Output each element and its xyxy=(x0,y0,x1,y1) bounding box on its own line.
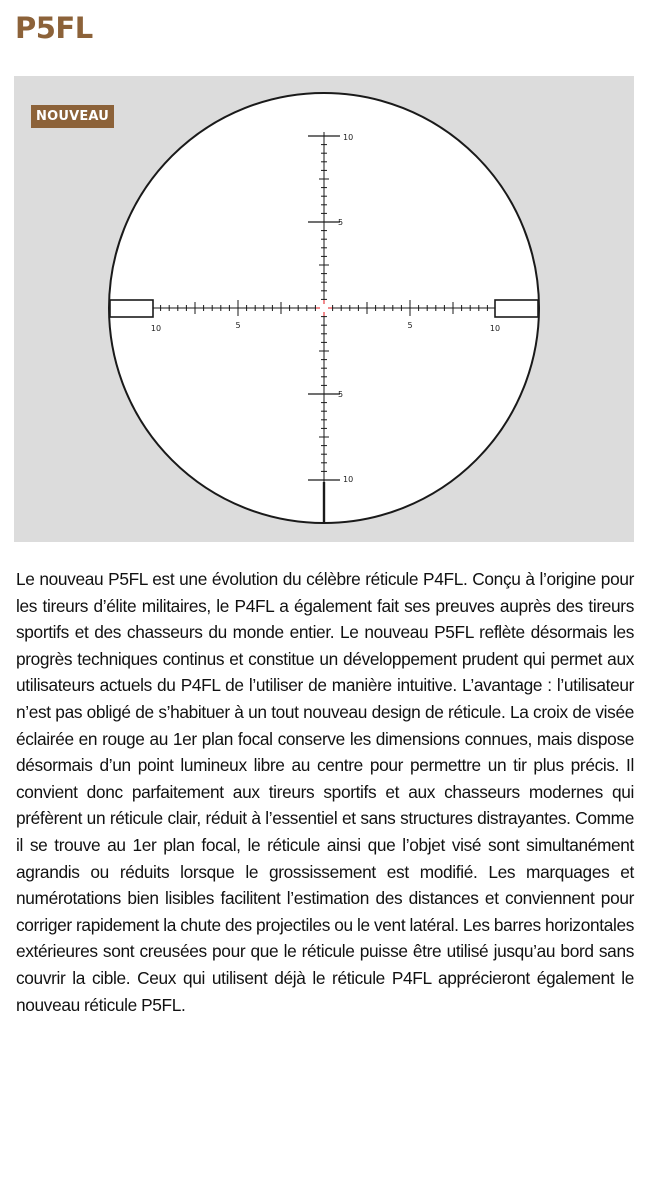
v-label-bottom-10: 10 xyxy=(343,475,354,484)
h-label-right-5: 5 xyxy=(407,321,413,330)
h-label-left-10: 10 xyxy=(150,324,162,333)
new-badge: NOUVEAU xyxy=(31,105,114,128)
right-outer-bar xyxy=(495,300,538,317)
reticle-figure xyxy=(14,76,634,542)
reticle-diagram xyxy=(14,76,634,542)
v-label-top-10: 10 xyxy=(343,133,354,142)
h-label-right-10: 10 xyxy=(489,324,501,333)
page-title: P5FL xyxy=(15,11,93,45)
left-outer-bar xyxy=(110,300,153,317)
v-label-top-5: 5 xyxy=(338,218,344,227)
v-label-bottom-5: 5 xyxy=(338,390,344,399)
body-paragraph: Le nouveau P5FL est une évolution du célèbre réticule P4FL. Conçu à l’origine pour les tireurs d’élite militaires, le P4FL a également fait ses preuves auprès des tireurs sportifs et des chasseurs du monde entier. Le nouveau P5FL reflète désormais les progrès techniques continus et constitue un développement prudent qui permet aux utilisateurs actuels du P4FL de l’utiliser de manière intuitive. L’avantage : l’utilisateur n’est pas obligé de s’habituer à un tout nouveau design de réticule. La croix de visée éclairée en rouge au 1er plan focal conserve les dimensions connues, mais dispose désormais d’un point lumineux libre au centre pour permettre un tir plus précis. Il convient donc parfaitement aux tireurs sportifs et aux chasseurs modernes qui préfèrent un réticule clair, réduit à l’essentiel et sans structures distrayantes. Comme il se trouve au 1er plan focal, le réticule ainsi que l’objet visé sont simultanément agrandis ou réduits lorsque le grossissement est modifié. Les marquages et numérotations bien lisibles facilitent l’estimation des distances et conviennent pour corriger rapidement la chute des projectiles ou le vent latéral. Les barres horizontales extérieures sont creusées pour que le réticule puisse être utilisé jusqu’au bord sans couvrir la cible. Ceux qui utilisent déjà le réticule P4FL apprécieront également le nouveau réticule P5FL. xyxy=(16,569,634,1015)
h-label-left-5: 5 xyxy=(235,321,241,330)
